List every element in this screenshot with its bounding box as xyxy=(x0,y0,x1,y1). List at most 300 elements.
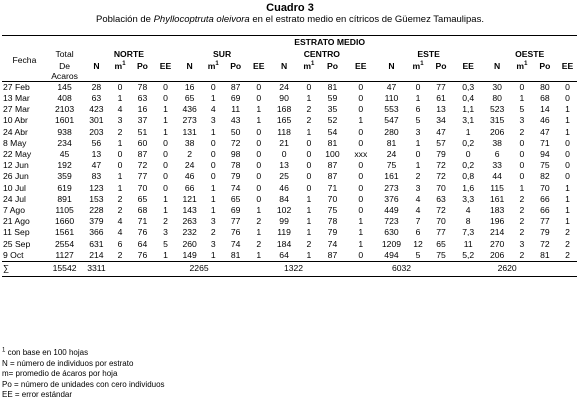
value-cell: 4 xyxy=(210,104,216,115)
value-cell: 30 xyxy=(492,81,502,92)
date-cell: 10 Abr xyxy=(3,115,28,126)
value-cell: 301 xyxy=(89,115,104,126)
value-cell: 2 xyxy=(306,104,312,115)
value-cell: 161 xyxy=(489,193,505,204)
value-cell: 16 xyxy=(184,81,195,92)
col-ee: EE xyxy=(462,60,474,71)
value-cell: 24 xyxy=(184,160,195,171)
col-po: Po xyxy=(326,60,338,71)
value-cell: 1 xyxy=(256,115,262,126)
value-cell: 2 xyxy=(117,204,123,215)
total-header-line1: Total xyxy=(55,48,74,59)
value-cell: 0 xyxy=(117,149,123,160)
value-cell: 46 xyxy=(540,115,550,126)
value-cell: 100 xyxy=(325,149,340,160)
value-cell: 74 xyxy=(230,182,241,193)
value-cell: 87 xyxy=(327,249,338,260)
spacer-cell xyxy=(2,72,47,81)
value-cell: 72 xyxy=(540,238,550,249)
value-cell: 87 xyxy=(327,160,338,171)
date-cell: 24 Jul xyxy=(3,193,26,204)
value-cell: 123 xyxy=(89,182,104,193)
value-cell: 79 xyxy=(230,171,241,182)
value-cell: 16 xyxy=(137,104,148,115)
date-cell: 27 Mar xyxy=(3,104,30,115)
value-cell: 61 xyxy=(436,93,446,104)
value-cell: 74 xyxy=(327,238,338,249)
value-cell: 3 xyxy=(163,227,168,238)
value-cell: 25 xyxy=(279,171,289,182)
value-cell: 13 xyxy=(279,160,289,171)
value-cell: 3 xyxy=(210,216,216,227)
value-cell: 0 xyxy=(519,137,525,148)
value-cell: 165 xyxy=(276,115,292,126)
value-cell: 68 xyxy=(540,93,550,104)
value-cell: 5,2 xyxy=(462,249,475,260)
value-cell: 0 xyxy=(256,126,262,137)
value-cell: 3,3 xyxy=(462,193,475,204)
date-cell: 8 May xyxy=(3,137,27,148)
value-cell: 423 xyxy=(89,104,104,115)
value-cell: 0 xyxy=(465,149,471,160)
value-cell: 0,3 xyxy=(462,81,475,92)
value-cell: 65 xyxy=(184,93,195,104)
value-cell: 79 xyxy=(436,149,446,160)
table-row xyxy=(2,149,577,160)
value-cell: 1 xyxy=(117,93,123,104)
value-cell: 38 xyxy=(184,137,195,148)
value-cell: 0 xyxy=(358,249,364,260)
col-m: $m^1$ xyxy=(207,60,219,71)
value-cell: 54 xyxy=(327,126,338,137)
value-cell: 203 xyxy=(89,126,104,137)
value-cell: 1 xyxy=(565,115,570,126)
spacer-cell xyxy=(47,36,82,49)
value-cell: 72 xyxy=(137,160,148,171)
value-cell: 0 xyxy=(163,182,168,193)
value-cell: 1 xyxy=(519,182,525,193)
sum-este: 6032 xyxy=(375,261,428,276)
value-cell: 1 xyxy=(256,227,262,238)
col-n: N xyxy=(280,60,288,71)
value-cell: 0 xyxy=(565,137,570,148)
value-cell: 4 xyxy=(117,216,123,227)
date-cell: 7 Ago xyxy=(3,204,25,215)
total-cell: 1660 xyxy=(55,216,75,227)
value-cell: 1 xyxy=(210,249,216,260)
value-cell: 0 xyxy=(306,81,312,92)
value-cell: 52 xyxy=(327,115,338,126)
value-cell: 168 xyxy=(276,104,292,115)
value-cell: 1 xyxy=(210,126,216,137)
total-cell: 1601 xyxy=(55,115,75,126)
value-cell: 46 xyxy=(184,171,195,182)
value-cell: 1 xyxy=(415,93,421,104)
value-cell: 6 xyxy=(415,104,421,115)
value-cell: 0 xyxy=(519,149,525,160)
value-cell: 1 xyxy=(565,204,570,215)
value-cell: 0 xyxy=(358,93,364,104)
value-cell: 57 xyxy=(436,137,446,148)
col-n: N xyxy=(186,60,193,71)
value-cell: 63 xyxy=(91,93,102,104)
value-cell: 1 xyxy=(306,227,312,238)
value-cell: 80 xyxy=(492,93,502,104)
value-cell: 2 xyxy=(519,216,525,227)
value-cell: 0 xyxy=(358,160,364,171)
value-cell: 4 xyxy=(415,204,421,215)
spacer-cell xyxy=(318,261,375,276)
total-cell: 145 xyxy=(57,81,72,92)
spacer-cell xyxy=(111,261,176,276)
value-cell: 2 xyxy=(117,126,123,137)
value-cell: 69 xyxy=(230,93,241,104)
value-cell: 70 xyxy=(436,182,446,193)
table-row xyxy=(2,93,577,104)
value-cell: 376 xyxy=(384,193,399,204)
value-cell: 81 xyxy=(327,81,338,92)
sector-header-oeste: OESTE xyxy=(515,48,545,59)
value-cell: 0 xyxy=(565,171,570,182)
total-cell: 938 xyxy=(57,126,72,137)
value-cell: 81 xyxy=(540,249,550,260)
value-cell: 1 xyxy=(256,204,262,215)
value-cell: 1 xyxy=(210,193,216,204)
value-cell: 78 xyxy=(327,216,338,227)
value-cell: 0 xyxy=(210,137,216,148)
value-cell: 11 xyxy=(463,238,473,249)
value-cell: 1 xyxy=(210,93,216,104)
value-cell: 1 xyxy=(306,216,312,227)
value-cell: 28 xyxy=(91,81,102,92)
value-cell: 75 xyxy=(327,204,338,215)
value-cell: 0 xyxy=(281,149,287,160)
value-cell: 2 xyxy=(163,216,168,227)
value-cell: 4 xyxy=(117,227,123,238)
value-cell: 71 xyxy=(327,182,338,193)
value-cell: 1 xyxy=(163,204,168,215)
estrato-header: ESTRATO MEDIO xyxy=(82,36,577,49)
value-cell: 260 xyxy=(182,238,197,249)
col-ee: EE xyxy=(159,60,172,71)
value-cell: 77 xyxy=(436,81,446,92)
value-cell: 38 xyxy=(492,137,502,148)
value-cell: 6 xyxy=(117,238,123,249)
footnote-n: N = número de individuos por estrato xyxy=(2,358,134,368)
value-cell: 35 xyxy=(327,104,338,115)
value-cell: 1 xyxy=(358,227,364,238)
footnote-ee: EE = error estándar xyxy=(2,390,73,399)
table-title: Cuadro 3 xyxy=(266,2,314,14)
value-cell: 72 xyxy=(436,204,446,215)
value-cell: 2 xyxy=(519,193,525,204)
value-cell: 1 xyxy=(306,126,312,137)
value-cell: 33 xyxy=(492,160,502,171)
value-cell: 63 xyxy=(436,193,446,204)
value-cell: 87 xyxy=(327,171,338,182)
value-cell: 1 xyxy=(565,104,570,115)
value-cell: 12 xyxy=(413,238,423,249)
value-cell: 1 xyxy=(117,137,123,148)
value-cell: 47 xyxy=(386,81,397,92)
value-cell: 1 xyxy=(415,137,421,148)
col-ee: EE xyxy=(355,60,367,71)
total-cell: 234 xyxy=(57,137,72,148)
value-cell: 232 xyxy=(182,227,197,238)
value-cell: 0 xyxy=(306,160,312,171)
value-cell: 0 xyxy=(358,171,364,182)
value-cell: 70 xyxy=(436,216,446,227)
value-cell: 0 xyxy=(163,81,168,92)
value-cell: 84 xyxy=(279,193,289,204)
table-row xyxy=(2,227,577,238)
value-cell: 0 xyxy=(415,81,421,92)
total-cell: 1105 xyxy=(55,204,74,215)
value-cell: 2 xyxy=(306,115,312,126)
value-cell: 553 xyxy=(384,104,399,115)
fecha-header: Fecha xyxy=(12,54,37,65)
value-cell: 90 xyxy=(279,93,289,104)
value-cell: 75 xyxy=(436,249,446,260)
value-cell: 63 xyxy=(137,93,148,104)
value-cell: 0 xyxy=(306,137,312,148)
value-cell: 1 xyxy=(415,160,421,171)
value-cell: 214 xyxy=(89,249,104,260)
table-row xyxy=(2,126,577,137)
value-cell: 0 xyxy=(210,149,216,160)
col-m: $m^1$ xyxy=(114,60,126,71)
value-cell: 69 xyxy=(230,204,241,215)
value-cell: 5 xyxy=(519,104,525,115)
value-cell: 71 xyxy=(540,137,550,148)
total-header-line3: Acaros xyxy=(47,72,82,81)
value-cell: 76 xyxy=(137,249,148,260)
total-cell: 192 xyxy=(57,160,72,171)
value-cell: 143 xyxy=(182,204,197,215)
date-cell: 26 Jun xyxy=(3,171,29,182)
value-cell: 4 xyxy=(117,104,123,115)
value-cell: 131 xyxy=(182,126,197,137)
value-cell: xxx xyxy=(354,149,368,160)
value-cell: 75 xyxy=(386,160,397,171)
table-row xyxy=(2,205,577,216)
table-row xyxy=(2,81,577,93)
total-cell: 1561 xyxy=(55,227,75,238)
value-cell: 0 xyxy=(565,93,570,104)
value-cell: 273 xyxy=(182,115,197,126)
value-cell: 0 xyxy=(210,81,216,92)
sum-norte: 3311 xyxy=(82,261,110,276)
value-cell: 196 xyxy=(489,216,505,227)
value-cell: 3 xyxy=(210,238,216,249)
value-cell: 87 xyxy=(230,81,241,92)
value-cell: 2 xyxy=(187,149,193,160)
value-cell: 65 xyxy=(230,193,241,204)
value-cell: 94 xyxy=(540,149,550,160)
value-cell: 280 xyxy=(384,126,399,137)
value-cell: 24 xyxy=(279,81,289,92)
footnote-1: $^1$ con base en 100 hojas xyxy=(2,347,89,357)
subtitle-prefix: Población de xyxy=(96,14,154,25)
value-cell: 8 xyxy=(465,216,471,227)
table-row xyxy=(2,249,577,261)
date-cell: 11 Sep xyxy=(3,227,30,238)
value-cell: 37 xyxy=(137,115,148,126)
value-cell: 1,6 xyxy=(462,182,475,193)
value-cell: 1 xyxy=(306,204,312,215)
value-cell: 47 xyxy=(540,126,550,137)
value-cell: 2 xyxy=(415,171,421,182)
col-m: $m^1$ xyxy=(516,60,528,71)
value-cell: 81 xyxy=(230,249,241,260)
value-cell: 50 xyxy=(230,126,241,137)
value-cell: 5 xyxy=(415,249,421,260)
value-cell: 206 xyxy=(489,249,505,260)
value-cell: 79 xyxy=(540,227,550,238)
value-cell: 0 xyxy=(358,104,364,115)
table-row xyxy=(2,104,577,115)
value-cell: 1 xyxy=(565,126,570,137)
value-cell: 77 xyxy=(137,171,148,182)
value-cell: 74 xyxy=(230,238,241,249)
footnote-m: m= promedio de ácaros por hoja xyxy=(2,369,118,378)
sum-symbol: ∑ xyxy=(2,261,47,276)
value-cell: 1 xyxy=(210,204,216,215)
value-cell: 7 xyxy=(415,216,421,227)
species-name: Phyllocoptruta oleivora xyxy=(153,14,250,25)
value-cell: 66 xyxy=(540,193,550,204)
footnote-po: Po = número de unidades con cero individuos xyxy=(2,379,165,389)
value-cell: 47 xyxy=(436,126,446,137)
value-cell: 631 xyxy=(89,238,104,249)
sum-total: 15542 xyxy=(47,261,82,276)
value-cell: 78 xyxy=(230,160,241,171)
value-cell: 0 xyxy=(306,149,312,160)
value-cell: 76 xyxy=(137,227,148,238)
value-cell: 206 xyxy=(489,126,505,137)
value-cell: 1 xyxy=(163,193,168,204)
value-cell: 3 xyxy=(415,182,421,193)
value-cell: 379 xyxy=(89,216,104,227)
value-cell: 64 xyxy=(279,249,289,260)
spacer-cell xyxy=(223,261,269,276)
value-cell: 4 xyxy=(465,204,471,215)
value-cell: 13 xyxy=(91,149,102,160)
value-cell: 0 xyxy=(117,160,123,171)
total-cell: 359 xyxy=(57,171,72,182)
value-cell: 228 xyxy=(89,204,104,215)
value-cell: 70 xyxy=(137,182,148,193)
value-cell: 80 xyxy=(540,81,550,92)
value-cell: 0 xyxy=(256,171,262,182)
value-cell: 3,1 xyxy=(462,115,475,126)
value-cell: 1 xyxy=(465,126,471,137)
value-cell: 4 xyxy=(415,193,421,204)
value-cell: 0 xyxy=(256,137,262,148)
value-cell: 81 xyxy=(327,137,338,148)
value-cell: 2 xyxy=(117,193,123,204)
total-header-line2: De xyxy=(59,60,71,71)
table-row xyxy=(2,115,577,126)
value-cell: 0 xyxy=(163,160,168,171)
value-cell: 0 xyxy=(358,126,364,137)
spacer-cell xyxy=(428,261,482,276)
sector-header-norte: NORTE xyxy=(113,48,144,59)
date-cell: 25 Sep xyxy=(3,238,31,249)
date-cell: 22 May xyxy=(3,149,32,160)
value-cell: 1 xyxy=(163,104,168,115)
sum-sur: 2265 xyxy=(176,261,223,276)
value-cell: 0 xyxy=(256,81,262,92)
value-cell: 1 xyxy=(210,182,216,193)
value-cell: 0 xyxy=(163,137,168,148)
value-cell: 0 xyxy=(256,93,262,104)
value-cell: 71 xyxy=(137,216,148,227)
value-cell: 0,2 xyxy=(462,160,475,171)
value-cell: 118 xyxy=(277,126,291,137)
col-po: Po xyxy=(136,60,148,71)
value-cell: 3 xyxy=(117,115,123,126)
value-cell: 0 xyxy=(256,193,262,204)
value-cell: 0 xyxy=(210,160,216,171)
value-cell: 99 xyxy=(279,216,289,227)
value-cell: 1 xyxy=(565,216,570,227)
value-cell: 81 xyxy=(386,137,397,148)
value-cell: 68 xyxy=(137,204,148,215)
value-cell: 0 xyxy=(306,182,312,193)
value-cell: 0,4 xyxy=(462,93,475,104)
value-cell: 1 xyxy=(256,249,262,260)
value-cell: 0 xyxy=(358,204,364,215)
col-m: $m^1$ xyxy=(303,60,315,71)
value-cell: 1 xyxy=(306,249,312,260)
value-cell: 0 xyxy=(256,160,262,171)
spacer-cell xyxy=(532,261,577,276)
value-cell: 3 xyxy=(415,126,421,137)
value-cell: 273 xyxy=(384,182,399,193)
value-cell: 0 xyxy=(565,81,570,92)
value-cell: 1 xyxy=(256,104,262,115)
value-cell: 0 xyxy=(358,137,364,148)
value-cell: 0 xyxy=(358,193,364,204)
value-cell: 66 xyxy=(184,182,195,193)
value-cell: 0 xyxy=(519,81,525,92)
value-cell: 723 xyxy=(384,216,399,227)
table-row xyxy=(2,182,577,193)
value-cell: 2 xyxy=(256,216,262,227)
col-po: Po xyxy=(435,60,447,71)
value-cell: 0 xyxy=(256,182,262,193)
date-cell: 12 Jun xyxy=(3,160,29,171)
value-cell: 315 xyxy=(489,115,505,126)
date-cell: 24 Abr xyxy=(3,126,28,137)
value-cell: 1209 xyxy=(381,238,402,249)
value-cell: 547 xyxy=(384,115,399,126)
total-cell: 2554 xyxy=(55,238,75,249)
value-cell: 2 xyxy=(210,227,216,238)
value-cell: 0 xyxy=(163,171,168,182)
value-cell: 0 xyxy=(358,81,364,92)
value-cell: 70 xyxy=(540,182,550,193)
value-cell: 66 xyxy=(540,204,550,215)
value-cell: 87 xyxy=(137,149,148,160)
value-cell: 2 xyxy=(565,238,570,249)
value-cell: 1 xyxy=(306,193,312,204)
sector-header-este: ESTE xyxy=(417,48,440,59)
value-cell: 630 xyxy=(384,227,399,238)
value-cell: 51 xyxy=(137,126,148,137)
value-cell: 82 xyxy=(540,171,550,182)
